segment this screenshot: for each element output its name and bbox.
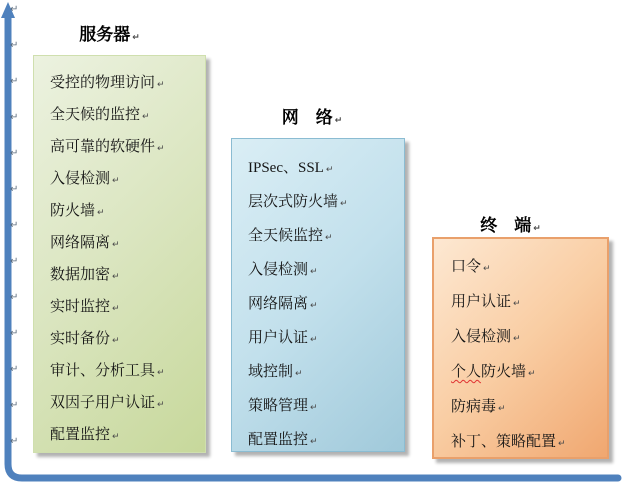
list-item: [50, 228, 205, 260]
list-item: [50, 68, 205, 100]
list-item-text: 策略管理: [248, 398, 309, 414]
list-item: [50, 324, 205, 356]
paragraph-mark-icon: ↵: [528, 369, 536, 379]
paragraph-mark-icon: ↵: [10, 220, 19, 231]
paragraph-mark-icon: ↵: [10, 112, 19, 123]
paragraph-mark-icon: ↵: [10, 4, 19, 15]
paragraph-mark-icon: ↵: [325, 165, 334, 175]
list-item-text: 实时备份: [50, 331, 111, 347]
list-item: [50, 196, 205, 228]
list-item: [451, 426, 607, 461]
paragraph-mark-icon: ↵: [132, 33, 140, 43]
list-item: [248, 220, 404, 254]
paragraph-mark-icon: ↵: [325, 233, 333, 243]
paragraph-mark-icon: ↵: [112, 304, 120, 314]
paragraph-mark-icon: ↵: [310, 267, 318, 277]
list-item-text: 网络隔离: [50, 235, 111, 251]
list-item-text: 入侵检测: [248, 262, 309, 278]
spellcheck-underline: 个人: [451, 364, 482, 380]
list-item: [451, 356, 607, 391]
paragraph-mark-icon: ↵: [533, 224, 541, 234]
list-item: [50, 164, 205, 196]
paragraph-mark-icon: ↵: [10, 184, 19, 195]
paragraph-mark-icon: ↵: [334, 116, 343, 126]
list-item: [248, 288, 404, 322]
paragraph-mark-icon: ↵: [10, 148, 19, 159]
list-item: [50, 100, 205, 132]
list-item-text: 高可靠的软硬件: [50, 139, 156, 155]
paragraph-mark-icon: ↵: [558, 439, 566, 449]
list-item-text: 防病毒: [451, 399, 497, 415]
paragraph-mark-icon: ↵: [295, 369, 303, 379]
list-item: [451, 286, 607, 321]
list-item-text: 用户认证: [451, 294, 512, 310]
paragraph-mark-icon: ↵: [10, 364, 19, 375]
list-item: [50, 260, 205, 292]
paragraph-mark-icon: ↵: [112, 432, 120, 442]
paragraph-mark-icon: ↵: [10, 256, 19, 267]
list-item: [248, 390, 404, 424]
list-item-text: IPSec、SSL: [248, 160, 324, 176]
list-item: [50, 388, 205, 420]
list-item-text: 入侵检测: [50, 171, 111, 187]
list-item-text: 网络隔离: [248, 296, 309, 312]
list-item-text: 域控制: [248, 364, 294, 380]
list-item: [451, 251, 607, 286]
list-item-text: 用户认证: [248, 330, 309, 346]
paragraph-mark-icon: ↵: [157, 80, 165, 90]
paragraph-mark-icon: ↵: [112, 272, 120, 282]
list-item-text: 配置监控: [248, 432, 309, 448]
list-item: [248, 152, 404, 186]
paragraph-mark-icon: ↵: [10, 400, 19, 411]
list-item: [248, 424, 404, 458]
list-item: [248, 356, 404, 390]
list-item-text: 层次式防火墙: [248, 194, 339, 210]
list-item-text: 审计、分析工具: [50, 363, 156, 379]
network-title-text: 网 络: [281, 108, 333, 127]
paragraph-mark-icon: ↵: [142, 112, 150, 122]
list-item-text: 双因子用户认证: [50, 395, 156, 411]
paragraph-mark-icon: ↵: [112, 336, 120, 346]
paragraph-mark-icon: ↵: [10, 328, 19, 339]
list-item: [451, 321, 607, 356]
paragraph-mark-icon: ↵: [310, 335, 318, 345]
list-item-text: 全天候监控: [248, 228, 324, 244]
list-item-text: 个人防火墙: [451, 364, 527, 380]
list-item: [50, 420, 205, 452]
paragraph-mark-icon: ↵: [10, 40, 19, 51]
list-item-text: 口令: [451, 259, 482, 275]
paragraph-mark-icon: ↵: [112, 176, 120, 186]
list-item: [248, 254, 404, 288]
list-item-text: 防火墙: [50, 203, 96, 219]
paragraph-mark-icon: ↵: [310, 437, 318, 447]
list-item: [50, 356, 205, 388]
paragraph-mark-icon: ↵: [310, 301, 318, 311]
paragraph-mark-icon: ↵: [498, 404, 506, 414]
list-item-text: 补丁、策略配置: [451, 434, 557, 450]
list-item-text: 实时监控: [50, 299, 111, 315]
list-item: [248, 322, 404, 356]
paragraph-mark-icon: ↵: [157, 144, 165, 154]
server-title-text: 服务器: [79, 25, 131, 44]
list-item-text: 全天候的监控: [50, 107, 141, 123]
paragraph-mark-icon: ↵: [157, 368, 165, 378]
terminal-title-text: 终 端: [480, 216, 532, 235]
list-item-text: 数据加密: [50, 267, 111, 283]
list-item: [248, 186, 404, 220]
terminal-column-title: [422, 211, 599, 236]
paragraph-mark-icon: ↵: [10, 292, 19, 303]
paragraph-mark-icon: ↵: [112, 240, 120, 250]
server-box: [33, 55, 206, 453]
paragraph-mark-icon: ↵: [97, 208, 105, 218]
network-box: [231, 138, 405, 452]
network-column-title: [225, 103, 399, 128]
paragraph-mark-icon: ↵: [340, 199, 348, 209]
list-item-text: 受控的物理访问: [50, 75, 156, 91]
terminal-box: [432, 237, 609, 459]
paragraph-mark-icon: ↵: [157, 400, 165, 410]
paragraph-mark-icon: ↵: [483, 264, 491, 274]
list-item: [50, 292, 205, 324]
paragraph-mark-icon: ↵: [513, 334, 521, 344]
list-item-text: 配置监控: [50, 427, 111, 443]
paragraph-mark-icon: ↵: [310, 403, 318, 413]
paragraph-mark-icon: ↵: [10, 76, 19, 87]
list-item: [50, 132, 205, 164]
paragraph-mark-icon: ↵: [10, 436, 19, 447]
server-column-title: [23, 20, 196, 45]
paragraph-mark-icon: ↵: [513, 299, 521, 309]
list-item-text: 入侵检测: [451, 329, 512, 345]
list-item: [451, 391, 607, 426]
